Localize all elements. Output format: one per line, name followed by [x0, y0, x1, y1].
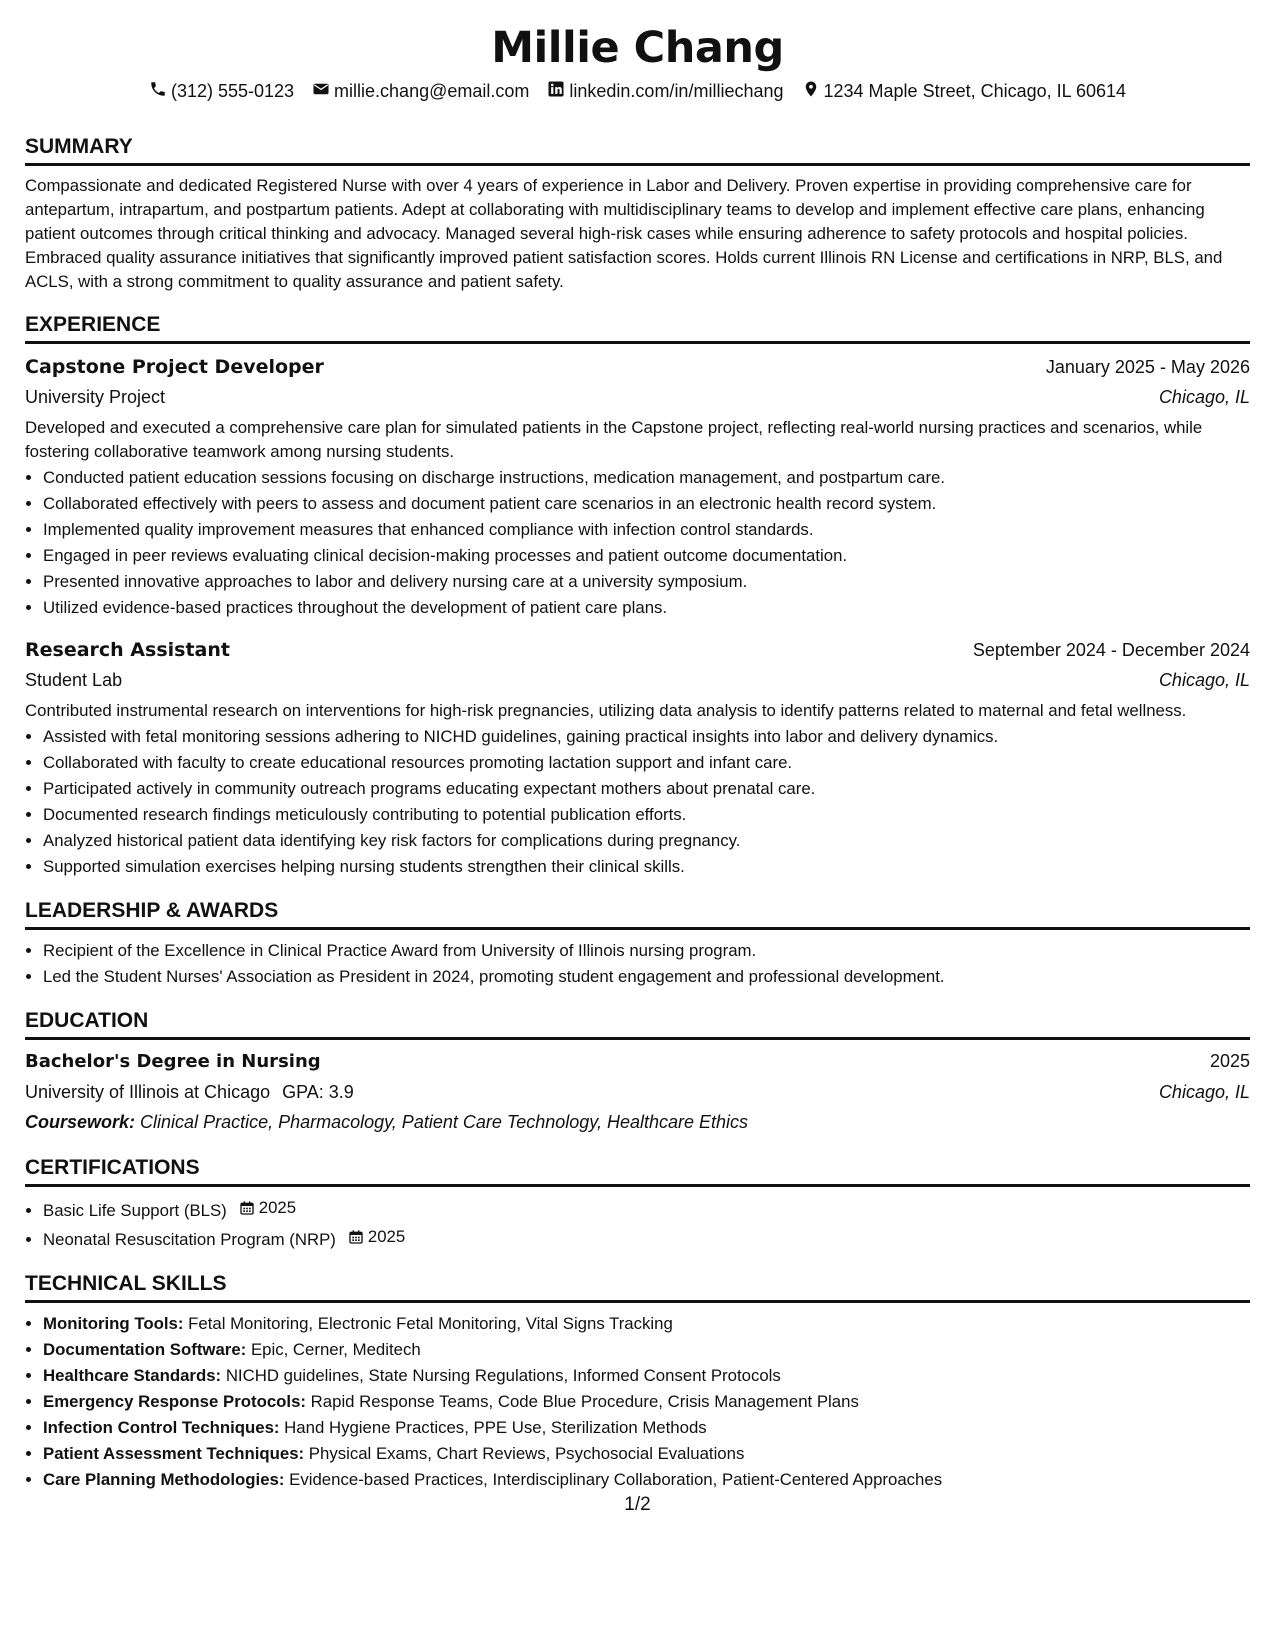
certification-year: 2025 — [367, 1227, 406, 1246]
job-description: Contributed instrumental research on interventions for high-risk pregnancies, utilizing data analysis to identify patterns related to maternal and fetal wellness. — [25, 701, 1187, 720]
certifications-section — [25, 1155, 1250, 1253]
certification-name: Basic Life Support (BLS) — [43, 1201, 227, 1220]
page-number: 1/2 — [624, 1494, 651, 1515]
skill-values: Hand Hygiene Practices, PPE Use, Sterilization Methods — [284, 1418, 707, 1437]
skills-list — [25, 1311, 1250, 1493]
job-bullet: • Assisted with fetal monitoring sessions adhering to NICHD guidelines, gaining practical insights into labor and delivery dynamics. — [43, 724, 1250, 750]
leadership-section — [25, 898, 1250, 990]
linkedin-icon — [547, 80, 565, 103]
coursework-list: Clinical Practice, Pharmacology, Patient Care Technology, Healthcare Ethics — [140, 1112, 749, 1132]
experience-section — [25, 312, 1250, 880]
phone-icon — [149, 80, 167, 103]
address-text: 1234 Maple Street, Chicago, IL 60614 — [823, 80, 1127, 101]
job-bullet: • Collaborated with faculty to create educational resources promoting lactation support and infant care. — [43, 750, 1250, 776]
skill-item — [43, 1441, 1250, 1467]
gpa: GPA: 3.9 — [282, 1082, 354, 1102]
job-org-row — [25, 665, 1250, 695]
section-title-certifications: CERTIFICATIONS — [25, 1155, 1250, 1187]
job-header-row — [25, 352, 1250, 382]
skill-category: Care Planning Methodologies: — [43, 1470, 285, 1489]
job-date: September 2024 - December 2024 — [972, 640, 1250, 660]
linkedin-link[interactable]: linkedin.com/in/milliechang — [569, 80, 784, 101]
job-bullet: • Analyzed historical patient data identifying key risk factors for complications during pregnancy. — [43, 828, 1250, 854]
skill-category: Healthcare Standards: — [43, 1366, 222, 1385]
skill-item — [43, 1415, 1250, 1441]
job-location: Chicago, IL — [1158, 670, 1250, 690]
skill-values: Evidence-based Practices, Interdisciplinary Collaboration, Patient-Centered Approaches — [289, 1470, 943, 1489]
skill-values: Physical Exams, Chart Reviews, Psychosocial Evaluations — [308, 1444, 745, 1463]
degree-name: Bachelor's Degree in Nursing — [25, 1051, 321, 1072]
resume-page — [25, 0, 1250, 1650]
section-title-experience: EXPERIENCE — [25, 312, 1250, 344]
contact-address — [802, 80, 1127, 103]
phone-text: (312) 555-0123 — [170, 80, 295, 101]
experience-list — [25, 352, 1250, 880]
job-location: Chicago, IL — [1158, 387, 1250, 407]
contact-linkedin[interactable] — [547, 80, 783, 103]
certification-name: Neonatal Resuscitation Program (NRP) — [43, 1230, 336, 1249]
job-bullet: • Participated actively in community outreach programs educating expectant mothers about prenatal care. — [43, 776, 1250, 802]
skill-item — [43, 1311, 1250, 1337]
job-bullet: • Utilized evidence-based practices throughout the development of patient care plans. — [43, 595, 1250, 621]
section-title-summary: SUMMARY — [25, 134, 1250, 166]
job-bullet: • Collaborated effectively with peers to assess and document patient care scenarios in an electronic health record system. — [43, 491, 1250, 517]
job-title: Capstone Project Developer — [25, 356, 324, 378]
envelope-icon — [312, 80, 330, 103]
school-name: University of Illinois at Chicago — [25, 1082, 271, 1102]
job-date: January 2025 - May 2026 — [1045, 357, 1250, 377]
school-line — [25, 1077, 354, 1107]
skill-category: Patient Assessment Techniques: — [43, 1444, 305, 1463]
skill-category: Infection Control Techniques: — [43, 1418, 280, 1437]
leadership-item: • Led the Student Nurses' Association as President in 2024, promoting student engagement and professional development. — [43, 964, 1250, 990]
certifications-list — [25, 1195, 1250, 1253]
coursework-label: Coursework: — [25, 1112, 136, 1132]
job-bullet: • Presented innovative approaches to labor and delivery nursing care at a university symposium. — [43, 569, 1250, 595]
education-entry — [25, 1046, 1250, 1137]
calendar-icon — [239, 1200, 255, 1216]
job-bullet: • Engaged in peer reviews evaluating clinical decision-making processes and patient outcome documentation. — [43, 543, 1250, 569]
section-title-education: EDUCATION — [25, 1008, 1250, 1040]
section-title-leadership: LEADERSHIP & AWARDS — [25, 898, 1250, 930]
skill-values: Rapid Response Teams, Code Blue Procedure, Crisis Management Plans — [310, 1392, 859, 1411]
skills-section — [25, 1271, 1250, 1493]
job-org-row — [25, 382, 1250, 412]
job-organization: University Project — [25, 387, 166, 407]
job-description: Developed and executed a comprehensive care plan for simulated patients in the Capstone project, reflecting real-world nursing practices and scenarios, while fostering collaborative teamwork among nursing students. — [25, 418, 1203, 461]
skill-category: Documentation Software: — [43, 1340, 247, 1359]
coursework-line — [25, 1107, 1250, 1137]
calendar-icon — [348, 1229, 364, 1245]
contact-email[interactable] — [312, 80, 529, 103]
education-section — [25, 1008, 1250, 1137]
candidate-name: Millie Chang — [491, 23, 784, 73]
job-entry — [25, 635, 1250, 880]
school-location: Chicago, IL — [1158, 1082, 1250, 1102]
skill-item — [43, 1389, 1250, 1415]
job-bullet: • Conducted patient education sessions focusing on discharge instructions, medication management, and postpartum care. — [43, 465, 1250, 491]
certification-item — [43, 1195, 1250, 1224]
skill-item — [43, 1363, 1250, 1389]
job-bullet: • Supported simulation exercises helping nursing students strengthen their clinical skills. — [43, 854, 1250, 880]
job-bullets — [25, 724, 1250, 880]
leadership-list — [25, 938, 1250, 990]
skill-category: Emergency Response Protocols: — [43, 1392, 306, 1411]
contact-bar — [25, 78, 1250, 104]
skill-values: Fetal Monitoring, Electronic Fetal Monitoring, Vital Signs Tracking — [188, 1314, 673, 1333]
skill-values: NICHD guidelines, State Nursing Regulations, Informed Consent Protocols — [225, 1366, 781, 1385]
job-title: Research Assistant — [25, 639, 230, 661]
job-header-row — [25, 635, 1250, 665]
summary-text: Compassionate and dedicated Registered Nurse with over 4 years of experience in Labor and Delivery. Proven expertise in providing comprehensive care for antepartum, intrapartum, and postpartum patients. Adept at collaborating with multidisciplinary teams to develop and implement effective care plans, enhancing patient outcomes through critical thinking and advocacy. Managed several high-risk cases while ensuring adherence to safety protocols and hospital policies. Embraced quality assurance initiatives that significantly improved patient satisfaction scores. Holds current Illinois RN License and certifications in NRP, BLS, and ACLS, with a strong commitment to quality assurance and patient safety. — [25, 176, 1223, 291]
skill-item — [43, 1337, 1250, 1363]
certification-date — [348, 1224, 405, 1250]
summary-section — [25, 134, 1250, 294]
email-link[interactable]: millie.chang@email.com — [334, 80, 530, 101]
job-bullet: • Documented research findings meticulously contributing to potential publication efforts. — [43, 802, 1250, 828]
job-entry — [25, 352, 1250, 621]
contact-phone — [149, 80, 294, 103]
skill-item — [43, 1467, 1250, 1493]
leadership-item: • Recipient of the Excellence in Clinical Practice Award from University of Illinois nursing program. — [43, 938, 1250, 964]
map-marker-icon — [802, 80, 820, 103]
job-bullets — [25, 465, 1250, 621]
degree-year: 2025 — [1209, 1051, 1250, 1071]
section-title-skills: TECHNICAL SKILLS — [25, 1271, 1250, 1303]
certification-year: 2025 — [258, 1198, 297, 1217]
skill-category: Monitoring Tools: — [43, 1314, 184, 1333]
job-bullet: • Implemented quality improvement measures that enhanced compliance with infection control standards. — [43, 517, 1250, 543]
certification-item — [43, 1224, 1250, 1253]
certification-date — [239, 1195, 296, 1221]
skill-values: Epic, Cerner, Meditech — [250, 1340, 421, 1359]
job-organization: Student Lab — [25, 670, 123, 690]
